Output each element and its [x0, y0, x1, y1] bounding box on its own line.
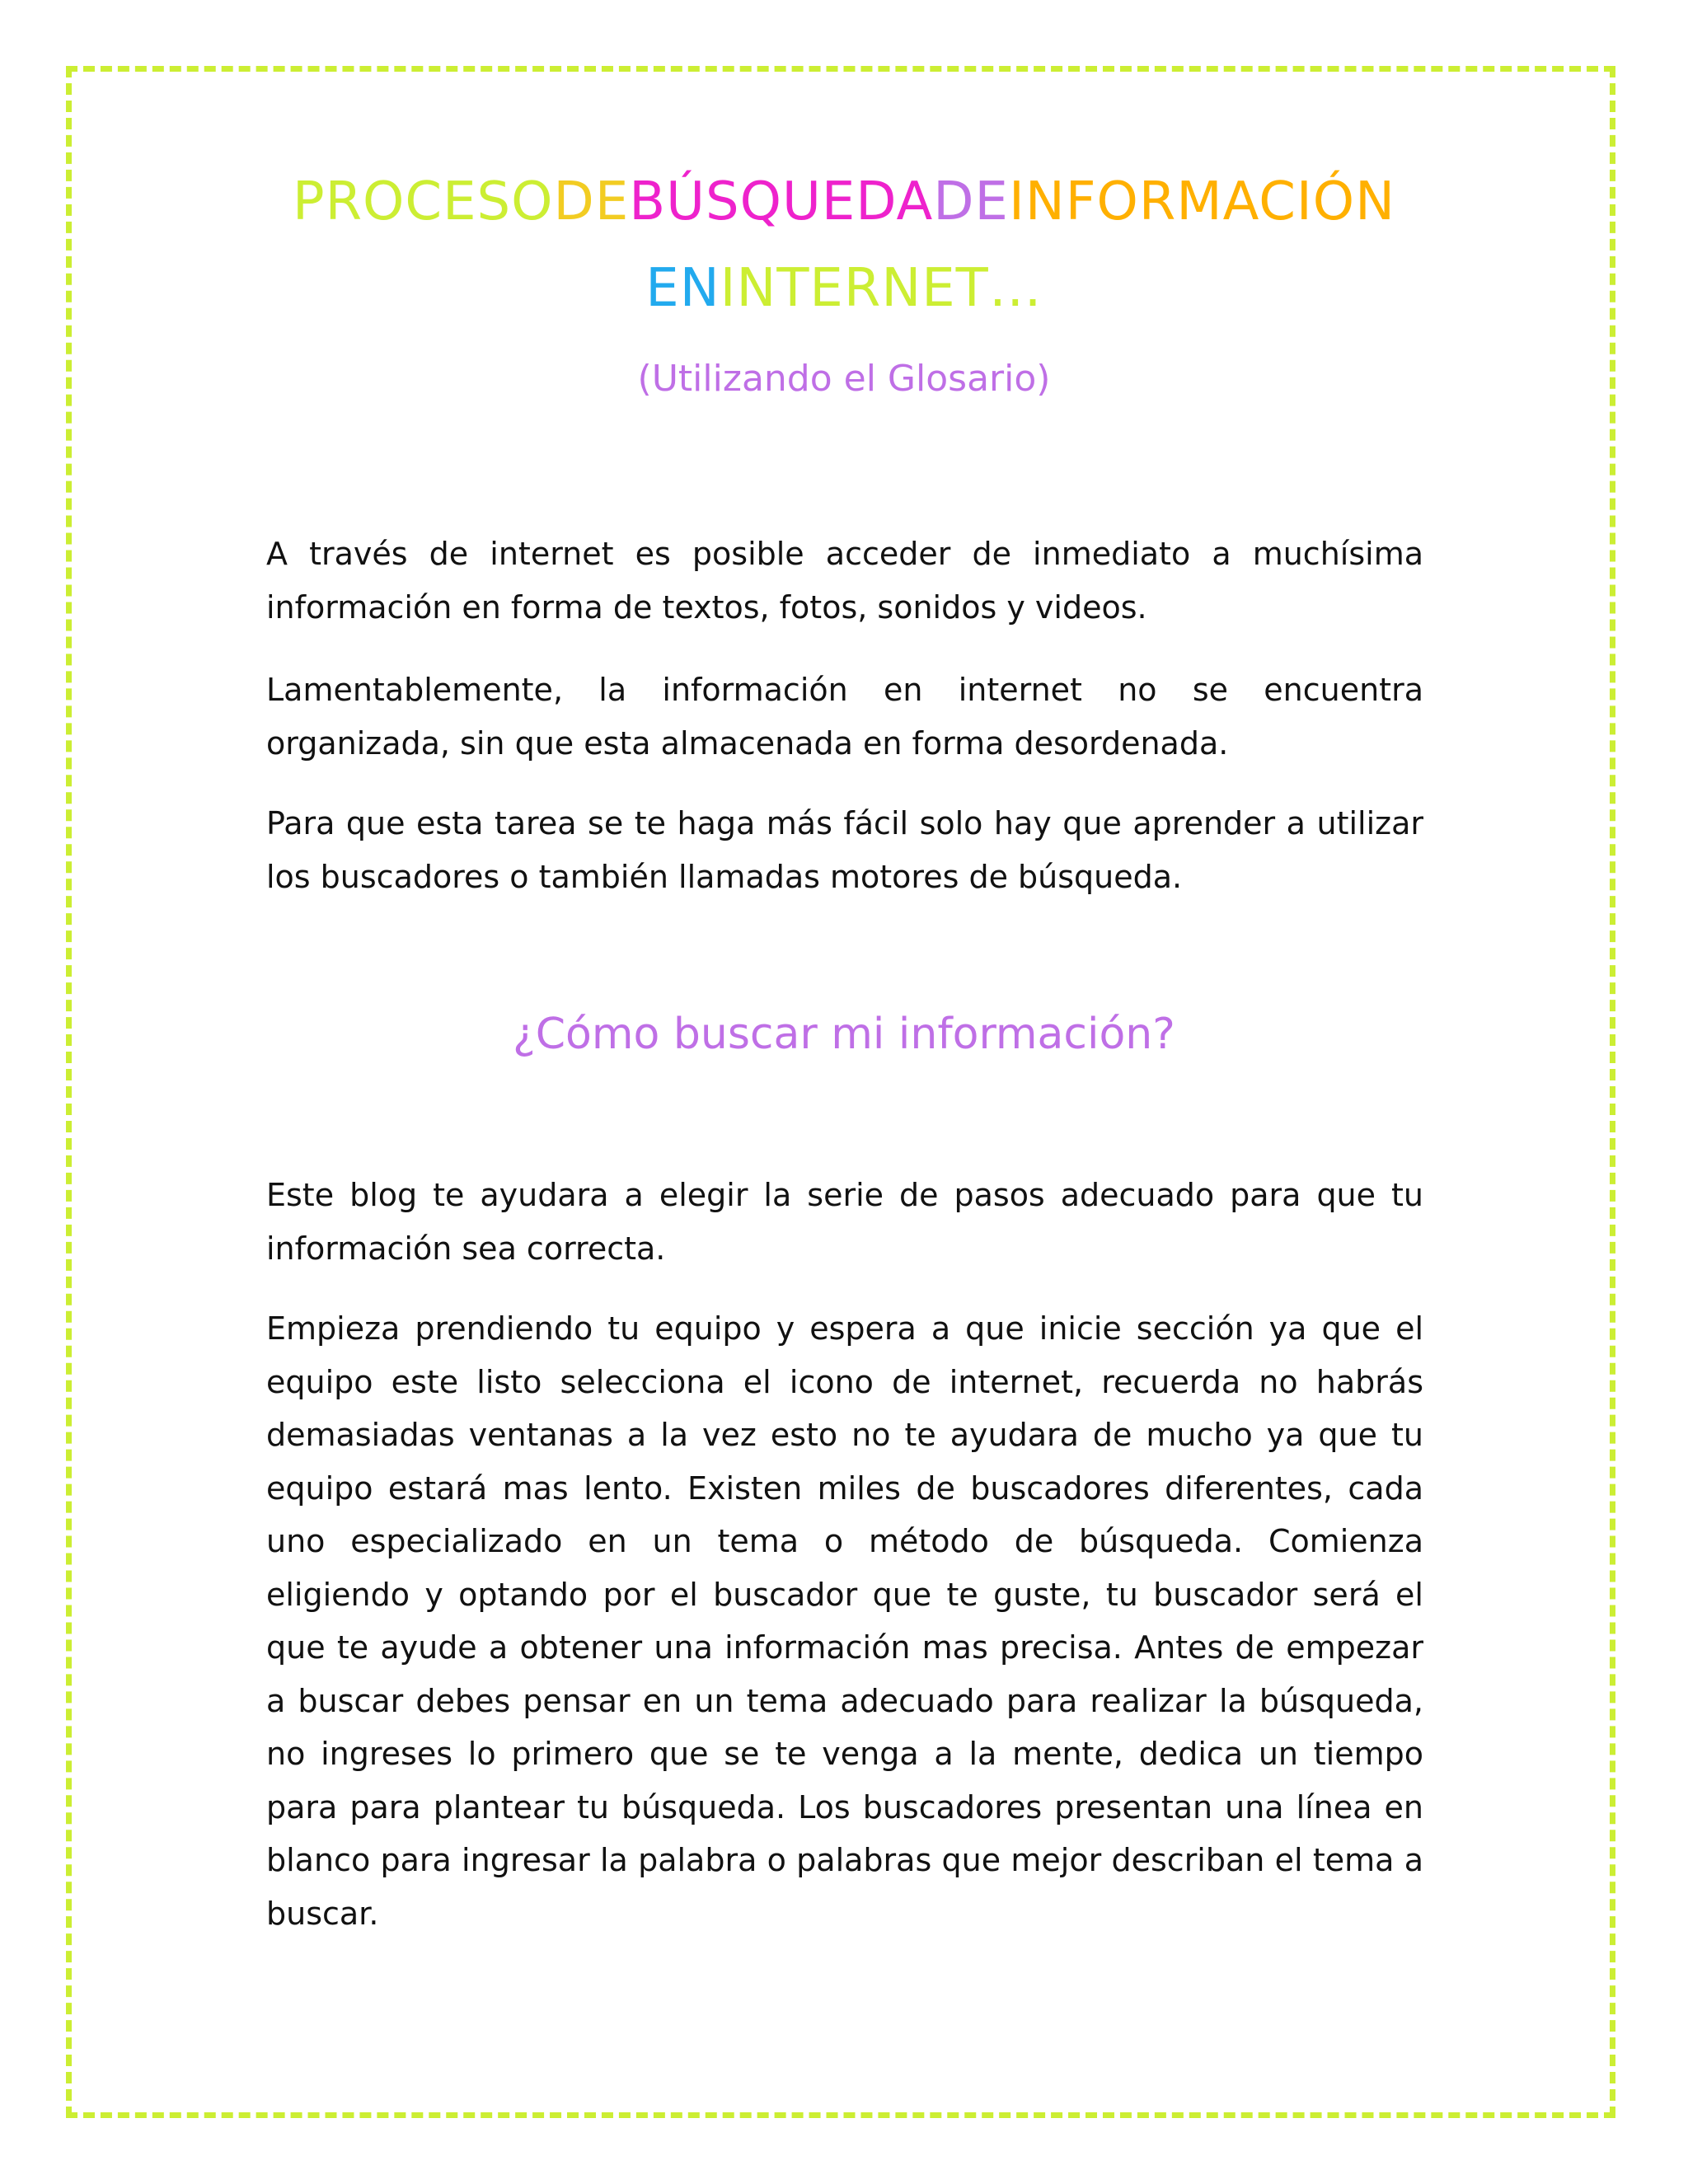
title-word-de-2: DE: [933, 171, 1009, 232]
title-line-1: [0, 161, 1688, 243]
title-word-informacion: INFORMACIÓN: [1008, 171, 1396, 232]
title-word-busqueda: BÚSQUEDA: [629, 171, 934, 232]
title-line-2: [0, 247, 1688, 330]
intro-paragraph-3: Para que esta tarea se te haga más fácil solo hay que aprender a utilizar los buscadores o también llamadas motores de búsqueda.: [266, 805, 1423, 895]
subtitle: (Utilizando el Glosario): [637, 358, 1051, 400]
title-word-internet: INTERNET…: [720, 258, 1043, 319]
intro-paragraph-2: Lamentablemente, la información en internet no se encuentra organizada, sin que esta almacenada en forma desordenada.: [266, 672, 1423, 762]
intro-paragraph-1: A través de internet es posible acceder de inmediato a muchísima información en forma de textos, fotos, sonidos y videos.: [266, 536, 1423, 626]
title-word-en: EN: [645, 258, 720, 319]
title-word-de: DE: [553, 171, 630, 232]
section-heading: ¿Cómo buscar mi información?: [513, 1010, 1175, 1059]
section-paragraph-2: Empieza prendiendo tu equipo y espera a que inicie sección ya que el equipo este listo selecciona el icono de internet, recuerda no habrás demasiadas ventanas a la vez esto no te ayudara de mucho ya que tu equipo estará mas lento. Existen miles de buscadores diferentes, cada uno especializado en un tema o método de búsqueda. Comienza eligiendo y optando por el buscador que te guste, tu buscador será el que te ayude a obtener una información mas precisa. Antes de empezar a buscar debes pensar en un tema adecuado para realizar la búsqueda, no ingreses lo primero que se te venga a la mente, dedica un tiempo para para plantear tu búsqueda. Los buscadores presentan una línea en blanco para ingresar la palabra o palabras que mejor describan el tema a buscar.: [266, 1310, 1423, 1932]
section-paragraph-1: Este blog te ayudara a elegir la serie de pasos adecuado para que tu información sea correcta.: [266, 1177, 1423, 1267]
title-word-proceso: PROCESO: [292, 171, 554, 232]
